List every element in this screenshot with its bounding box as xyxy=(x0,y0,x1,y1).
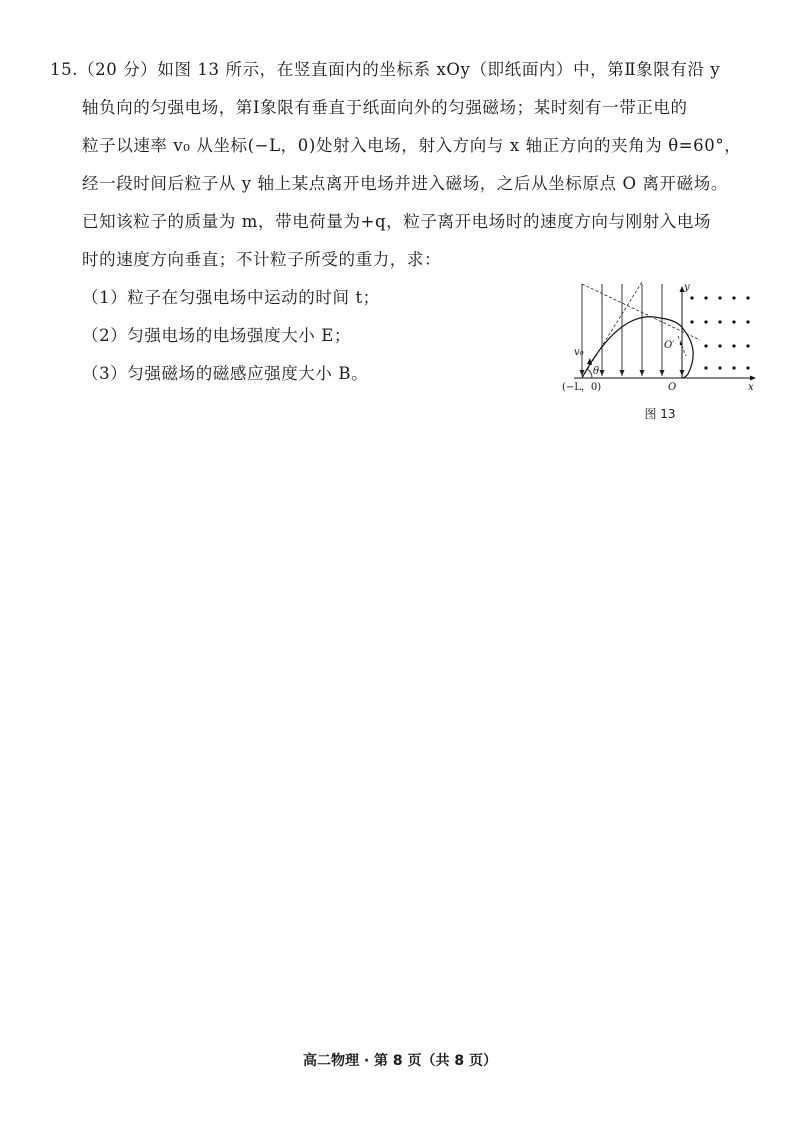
problem-line-5: 已知该粒子的质量为 m，带电荷量为+q，粒子离开电场时的速度方向与刚射入电场 xyxy=(82,212,712,231)
problem-line-4: 经一段时间后粒子从 y 轴上某点离开电场并进入磁场，之后从坐标原点 O 离开磁场。 xyxy=(82,174,728,193)
field-diagram xyxy=(560,278,760,404)
page-footer: 高二物理 · 第 8 页（共 8 页） xyxy=(302,1053,498,1069)
question-1: （1）粒子在匀强电场中运动的时间 t； xyxy=(82,288,380,307)
angle-arc xyxy=(587,369,592,378)
question-2: （2）匀强电场的电场强度大小 E； xyxy=(82,326,351,345)
center-point xyxy=(680,343,683,346)
magnetic-field-dots xyxy=(690,296,749,369)
velocity-label: v₀ xyxy=(574,347,584,358)
origin-label: O xyxy=(668,382,677,393)
start-point-label: (−L，0) xyxy=(562,382,602,393)
x-axis-arrow xyxy=(750,376,756,381)
problem-line-1: 15.（20 分）如图 13 所示，在竖直面内的坐标系 xOy（即纸面内）中，第Ⅱ象限有沿 y xyxy=(50,60,721,79)
angle-label: θ xyxy=(593,366,600,377)
figure-caption: 图 13 xyxy=(644,407,676,421)
center-label: O′ xyxy=(664,340,675,351)
electric-field-lines xyxy=(582,284,682,376)
y-axis-label: y xyxy=(684,282,690,293)
problem-line-2: 轴负向的匀强电场，第Ⅰ象限有垂直于纸面向外的匀强磁场；某时刻有一带正电的 xyxy=(82,98,688,117)
problem-line-6: 时的速度方向垂直；不计粒子所受的重力，求： xyxy=(82,250,442,269)
x-axis-label: x xyxy=(748,382,754,393)
question-3: （3）匀强磁场的磁感应强度大小 B。 xyxy=(82,364,369,383)
problem-line-3: 粒子以速率 v₀ 从坐标(−L，0)处射入电场，射入方向与 x 轴正方向的夹角为 θ=60°， xyxy=(82,136,742,155)
figure-13 xyxy=(560,278,760,428)
